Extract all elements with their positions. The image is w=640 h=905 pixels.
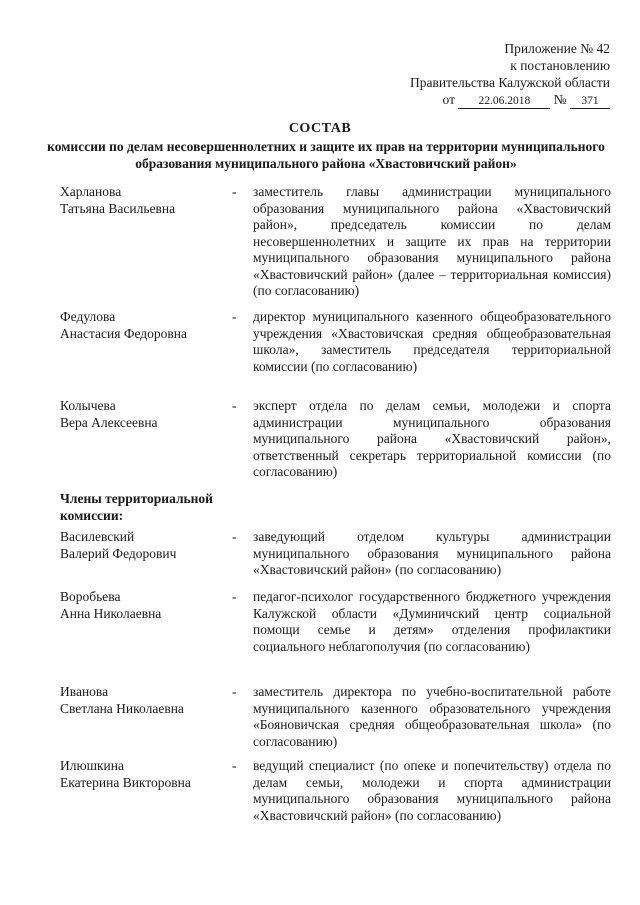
member-given-name: Татьяна Васильевна [60,200,176,216]
member-given-name: Екатерина Викторовна [60,774,191,790]
dash-separator: - [232,184,237,199]
member-given-name: Вера Алексеевна [60,414,158,430]
member-description: ведущий специалист (по опеке и попечительству) отдела по делам семьи, молодежи и спорта администрации муниципального образования муниципального района «Хвастовичский район» (по согласованию) [253,758,611,823]
members-section-heading: Члены территориальной комиссии: [60,491,213,523]
decree-number: 371 [570,94,610,109]
dash-separator: - [232,758,237,773]
member-name [60,309,220,342]
dash-separator: - [232,529,237,544]
member-surname: Илюшкина [60,758,124,773]
appendix-ref: к постановлению [510,58,610,73]
document-subtitle: комиссии по делам несовершеннолетних и защите их прав на территории муниципального образования муниципального района «Хвастовичский район» [47,139,605,171]
date-prefix: от [442,92,455,107]
dash-separator: - [232,398,237,413]
decree-date: 22.06.2018 [458,94,550,109]
member-surname: Колычева [60,398,116,413]
dash-separator: - [232,684,237,699]
dash-separator: - [232,309,237,324]
appendix-authority: Правительства Калужской области [409,75,610,90]
member-surname: Иванова [60,684,109,699]
member-description: заведующий отделом культуры администрации муниципального образования муниципального района «Хвастовичский район» (по согласованию) [253,529,611,577]
member-description: заместитель главы администрации муниципального образования муниципального района «Хвастовичский район», председатель комиссии по делам несовершеннолетних и защите их прав на территории муниципального образования муниципального района «Хвастовичский район» (далее – территориальная комиссия) (по согласованию) [253,184,611,298]
member-description: эксперт отдела по делам семьи, молодежи и спорта администрации муниципального образования муниципального района «Хвастовичский район», ответственный секретарь территориальной комиссии (по согласованию) [253,398,611,479]
document-title: СОСТАВ [288,121,352,136]
member-name [60,758,220,791]
member-name [60,398,220,431]
member-surname: Василевский [60,529,135,544]
member-surname: Харланова [60,184,122,199]
appendix-header [410,40,610,109]
member-description: заместитель директора по учебно-воспитательной работе муниципального казенного образовательного учреждения «Бояновичская средняя общеобразовательная школа» (по согласованию) [253,684,611,749]
member-name [60,589,220,622]
member-surname: Воробьева [60,589,121,604]
appendix-date-line [410,91,610,109]
member-given-name: Светлана Николаевна [60,700,184,716]
member-name [60,684,220,717]
member-surname: Федулова [60,309,116,324]
member-name [60,184,220,217]
dash-separator: - [232,589,237,604]
member-description: директор муниципального казенного общеобразовательного учреждения «Хвастовичская средняя общеобразовательная школа», заместитель председателя территориальной комиссии (по согласованию) [253,309,611,374]
appendix-number: Приложение № 42 [504,41,610,56]
member-given-name: Анастасия Федоровна [60,325,188,341]
member-given-name: Анна Николаевна [60,605,162,621]
member-name [60,529,220,562]
member-description: педагог-психолог государственного бюджетного учреждения Калужской области «Думиничский центр социальной помощи семье и детям» отделения профилактики социального неблагополучия (по согласованию) [253,589,611,654]
member-given-name: Валерий Федорович [60,545,177,561]
number-label: № [553,92,567,107]
